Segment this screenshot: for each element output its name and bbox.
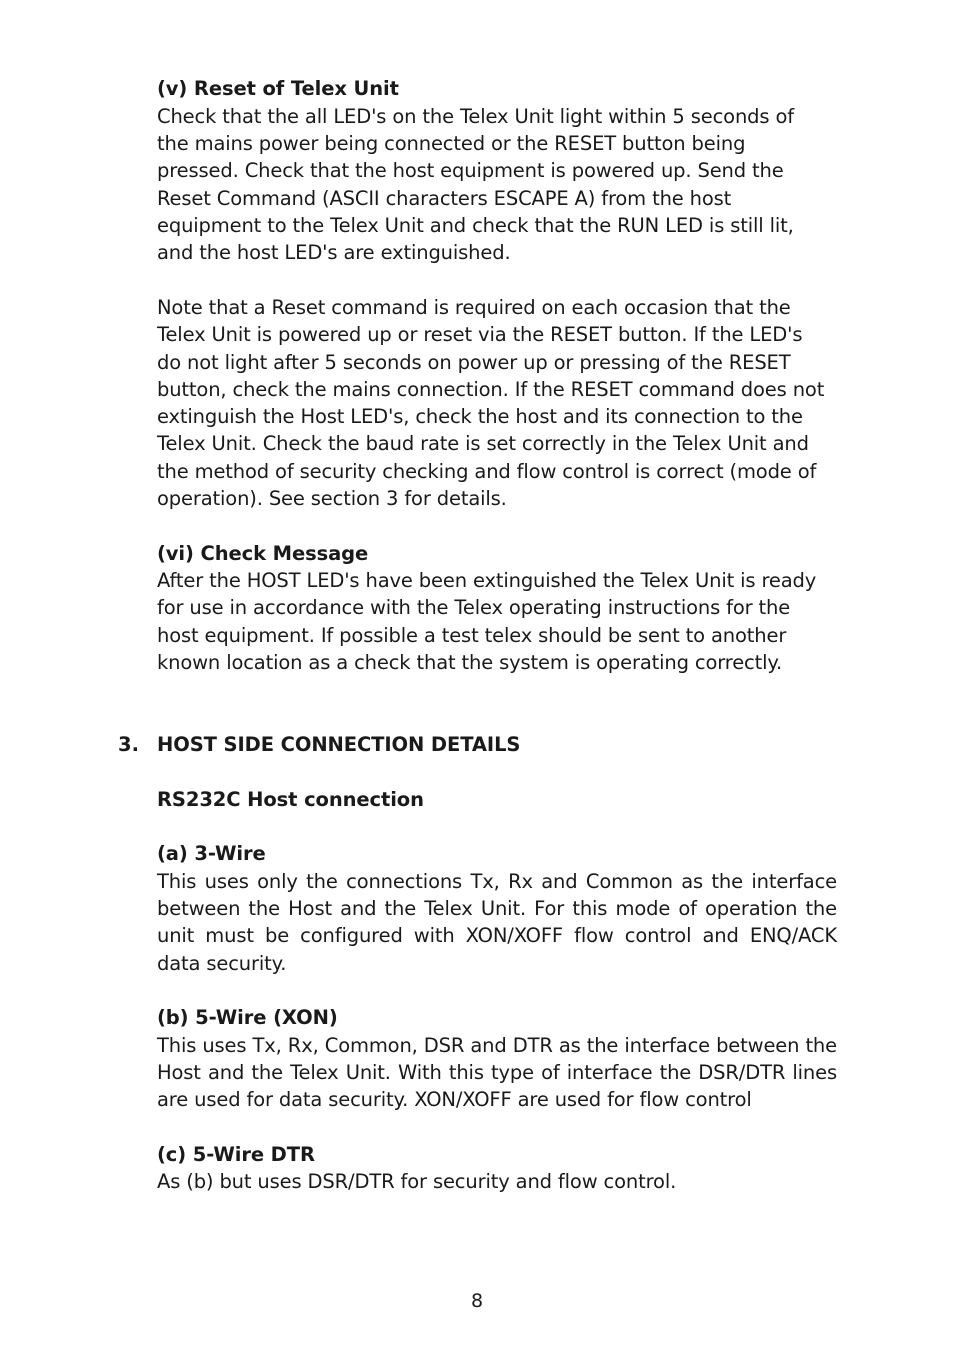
paragraph-line: Reset Command (ASCII characters ESCAPE A) from the host [157, 187, 732, 210]
section-v-heading: (v) Reset of Telex Unit [157, 77, 399, 100]
paragraph-line: for use in accordance with the Telex operating instructions for the [157, 596, 791, 619]
paragraph-line: As (b) but uses DSR/DTR for security and flow control. [157, 1170, 677, 1193]
paragraph-line: pressed. Check that the host equipment is powered up. Send the [157, 159, 784, 182]
page-number: 8 [470, 1290, 484, 1312]
paragraph-line: are used for data security. XON/XOFF are used for flow control [157, 1088, 752, 1111]
paragraph-line: button, check the mains connection. If the RESET command does not [157, 378, 825, 401]
paragraph-line: Host and the Telex Unit. With this type of interface the DSR/DTR lines [157, 1061, 837, 1084]
paragraph-line: This uses only the connections Tx, Rx and Common as the interface [157, 870, 837, 893]
paragraph-line: This uses Tx, Rx, Common, DSR and DTR as the interface between the [157, 1034, 837, 1057]
paragraph-line: the method of security checking and flow control is correct (mode of [157, 460, 817, 483]
section-number: 3. [118, 733, 139, 756]
subsection-a-heading: (a) 3-Wire [157, 842, 266, 865]
subsection-b-heading: (b) 5-Wire (XON) [157, 1006, 338, 1029]
paragraph-line: unit must be configured with XON/XOFF flow control and ENQ/ACK [157, 924, 837, 947]
paragraph-line: equipment to the Telex Unit and check that the RUN LED is still lit, [157, 214, 794, 237]
paragraph-line: the mains power being connected or the RESET button being [157, 132, 746, 155]
paragraph-line: known location as a check that the system is operating correctly. [157, 651, 783, 674]
paragraph-line: Telex Unit. Check the baud rate is set correctly in the Telex Unit and [157, 432, 809, 455]
section-3-title: HOST SIDE CONNECTION DETAILS [157, 733, 521, 756]
paragraph-line: data security. [157, 952, 287, 975]
paragraph-line: between the Host and the Telex Unit. For this mode of operation the [157, 897, 837, 920]
paragraph-line: Note that a Reset command is required on each occasion that the [157, 296, 791, 319]
paragraph-line: Check that the all LED's on the Telex Unit light within 5 seconds of [157, 105, 794, 128]
paragraph-line: and the host LED's are extinguished. [157, 241, 511, 264]
section-vi-heading: (vi) Check Message [157, 542, 369, 565]
paragraph-line: do not light after 5 seconds on power up or pressing of the RESET [157, 351, 791, 374]
subsection-c-heading: (c) 5-Wire DTR [157, 1143, 315, 1166]
paragraph-line: operation). See section 3 for details. [157, 487, 507, 510]
paragraph-line: Telex Unit is powered up or reset via the RESET button. If the LED's [157, 323, 803, 346]
paragraph-line: After the HOST LED's have been extinguished the Telex Unit is ready [157, 569, 817, 592]
paragraph-line: extinguish the Host LED's, check the host and its connection to the [157, 405, 803, 428]
paragraph-line: host equipment. If possible a test telex should be sent to another [157, 624, 787, 647]
rs232c-subtitle: RS232C Host connection [157, 788, 424, 811]
